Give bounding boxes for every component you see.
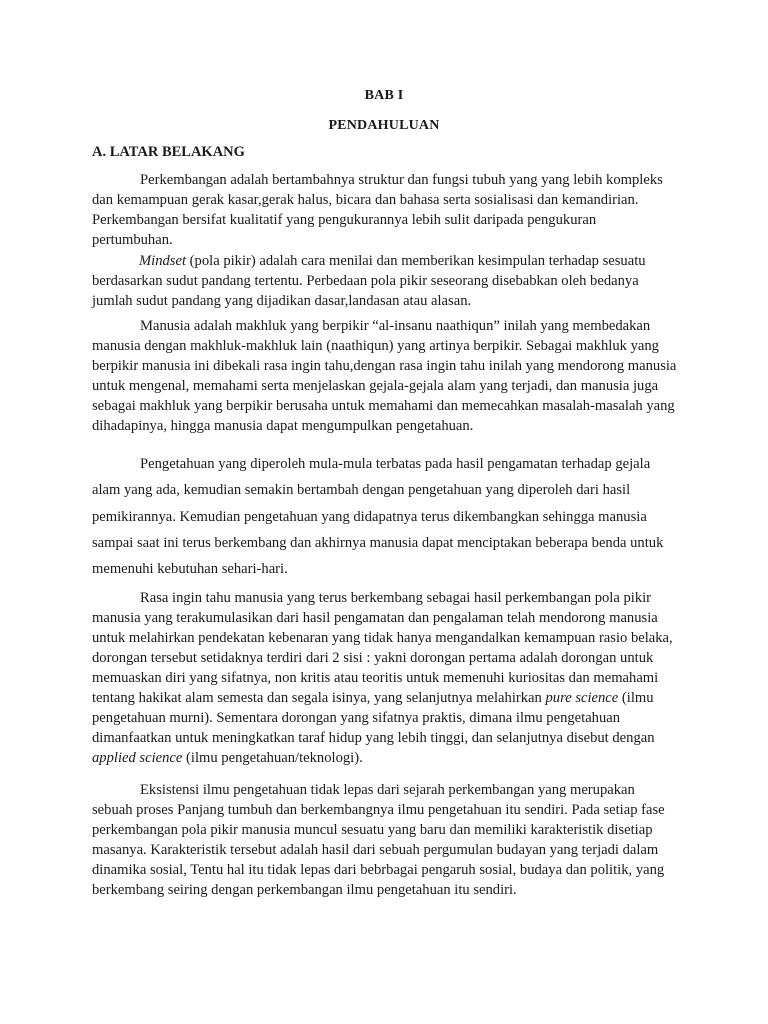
term-pure-science: pure science bbox=[545, 690, 619, 706]
paragraph-5-text-a: Rasa ingin tahu manusia yang terus berkembang sebagai hasil perkembangan pola pikir manusia yang terakumulasikan dari hasil pengamatan dan pengalaman telah mendorong manusia untuk melahirkan pendekatan kebenaran yang tidak hanya mengandalkan kemampuan rasio belaka, dorongan tersebut setidaknya terdiri dari 2 sisi : yakni dorongan pertama adalah dorongan untuk memuaskan diri yang sifatnya, non kritis atau teoritis untuk memenuhi kuriositas dan memahami tentang hakikat alam semesta dan segala isinya, yang selanjutnya melahirkan bbox=[92, 590, 673, 706]
paragraph-5-text-b: (ilmu pengetahuan murni). Sementara dorongan yang sifatnya praktis, dimana ilmu pengetahuan dimanfaatkan untuk meningkatkan taraf hidup yang lebih tinggi, dan selanjutnya disebut dengan bbox=[92, 690, 655, 746]
chapter-title: PENDAHULUAN bbox=[328, 118, 440, 133]
section-title: A. LATAR BELAKANG bbox=[92, 144, 245, 160]
chapter-number: BAB I bbox=[364, 88, 404, 103]
paragraph-6: Eksistensi ilmu pengetahuan tidak lepas dari sejarah perkembangan yang merupakan sebuah proses Panjang tumbuh dan berkembangnya ilmu pengetahuan itu sendiri. Pada setiap fase perkembangan pola pikir manusia muncul sesuatu yang baru dan memiliki karakteristik disetiap masanya. Karakteristik tersebut adalah hasil dari sebuah pergumulan budayan yang terjadi dalam dinamika sosial, Tentu hal itu tidak lepas dari bebrbagai pengaruh sosial, budaya dan politik, yang berkembang seiring dengan perkembangan ilmu pengetahuan itu sendiri. bbox=[92, 782, 665, 898]
paragraph-4: Pengetahuan yang diperoleh mula-mula terbatas pada hasil pengamatan terhadap gejala alam yang ada, kemudian semakin bertambah dengan pengetahuan yang diperoleh dari hasil pemikirannya. Kemudian pengetahuan yang didapatnya terus dikembangkan sehingga manusia sampai saat ini terus berkembang dan akhirnya manusia dapat menciptakan beberapa benda untuk memenuhi kebutuhan sehari-hari. bbox=[92, 456, 664, 578]
paragraph-3: Manusia adalah makhluk yang berpikir “al-insanu naathiqun” inilah yang membedakan manusia dengan makhluk-makhluk lain (naathiqun) yang artinya berpikir. Sebagai makhluk yang berpikir manusia ini dibekali rasa ingin tahu,dengan rasa ingin tahu inilah yang mendorong manusia untuk mengenal, memahami serta menjelaskan gejala-gejala alam yang terjadi, dan manusia juga sebagai makhluk yang berpikir berusaha untuk memahami dan memecahkan masalah-masalah yang dihadapinya, hingga manusia dapat mengumpulkan pengetahuan. bbox=[92, 318, 677, 434]
paragraph-2-text: (pola pikir) adalah cara menilai dan memberikan kesimpulan terhadap sesuatu berdasarkan sudut pandang tertentu. Perbedaan pola pikir seseorang disebabkan oleh bedanya jumlah sudut pandang yang dijadikan dasar,landasan atau alasan. bbox=[92, 253, 646, 309]
term-applied-science: applied science bbox=[92, 750, 183, 766]
term-mindset: Mindset bbox=[139, 253, 187, 269]
paragraph-5-text-c: (ilmu pengetahuan/teknologi). bbox=[182, 750, 363, 766]
paragraph-1: Perkembangan adalah bertambahnya struktur dan fungsi tubuh yang yang lebih kompleks dan kemampuan gerak kasar,gerak halus, bicara dan bahasa serta sosialisasi dan kemandirian. Perkembangan bersifat kualitatif yang pengukurannya lebih sulit daripada pengukuran pertumbuhan. bbox=[92, 172, 663, 248]
paragraph-5 bbox=[92, 588, 677, 768]
paragraph-2 bbox=[92, 251, 677, 311]
